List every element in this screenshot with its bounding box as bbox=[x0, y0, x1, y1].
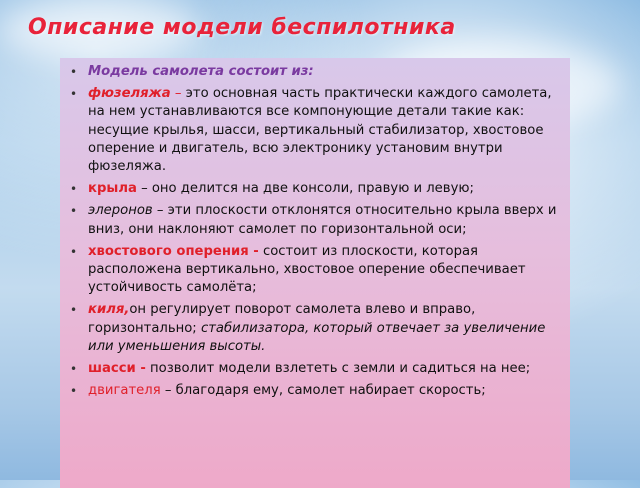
item-description: благодаря ему, самолет набирает скорость; bbox=[175, 383, 486, 399]
bullet-icon: • bbox=[70, 65, 78, 79]
list-item bbox=[70, 85, 570, 176]
bullet-icon: • bbox=[70, 384, 78, 399]
term-wing: крыла bbox=[88, 181, 137, 197]
list-item bbox=[70, 360, 570, 378]
term-separator: – bbox=[170, 86, 186, 102]
list-item bbox=[70, 63, 570, 81]
list-item bbox=[70, 202, 570, 238]
term-engine: двигателя bbox=[88, 383, 161, 399]
term-separator: – bbox=[160, 383, 176, 399]
bullet-icon: • bbox=[70, 303, 78, 318]
list-heading: Модель самолета состоит из: bbox=[88, 64, 314, 79]
term-fuselage: фюзеляжа bbox=[88, 86, 171, 102]
component-list bbox=[70, 63, 570, 400]
item-description: он регулирует поворот самолета влево и вправо, горизонтально; bbox=[88, 302, 476, 336]
term-landing-gear: шасси - bbox=[88, 361, 146, 377]
item-description: позволит модели взлететь с земли и садиться на нее; bbox=[150, 361, 531, 377]
list-item bbox=[70, 180, 570, 198]
term-separator: – bbox=[152, 203, 168, 219]
item-description: состоит из плоскости, которая расположена вертикально, хвостовое оперение обеспечивает устойчивость самолёта; bbox=[88, 243, 526, 296]
list-item bbox=[70, 243, 570, 298]
list-item bbox=[70, 382, 570, 400]
list-item bbox=[70, 301, 570, 356]
term-ailerons: элеронов bbox=[88, 203, 153, 219]
term-keel: киля, bbox=[88, 302, 130, 318]
page-title: Описание модели беспилотника bbox=[28, 15, 456, 40]
bullet-icon: • bbox=[70, 204, 78, 219]
item-description: эти плоскости отклонятся относительно крыла вверх и вниз, они наклоняют самолет по горизонтальной оси; bbox=[88, 203, 557, 237]
item-description: это основная часть практически каждого самолета, на нем устанавливаются все компонующие детали такие как: несущие крылья, шасси, вертикальный стабилизатор, хвостовое оперение и двигатель, всю электронику установим внутри фюзеляжа. bbox=[88, 86, 552, 175]
item-description: оно делится на две консоли, правую и левую; bbox=[151, 181, 474, 197]
bullet-icon: • bbox=[70, 182, 78, 197]
term-separator: – bbox=[136, 181, 152, 197]
bullet-icon: • bbox=[70, 87, 78, 102]
item-description-italic: стабилизатора, который отвечает за увеличение или уменьшения высоты. bbox=[88, 320, 546, 354]
term-tail: хвостового оперения - bbox=[88, 243, 259, 259]
bullet-icon: • bbox=[70, 244, 78, 259]
content-panel bbox=[60, 58, 570, 488]
bullet-icon: • bbox=[70, 362, 78, 377]
